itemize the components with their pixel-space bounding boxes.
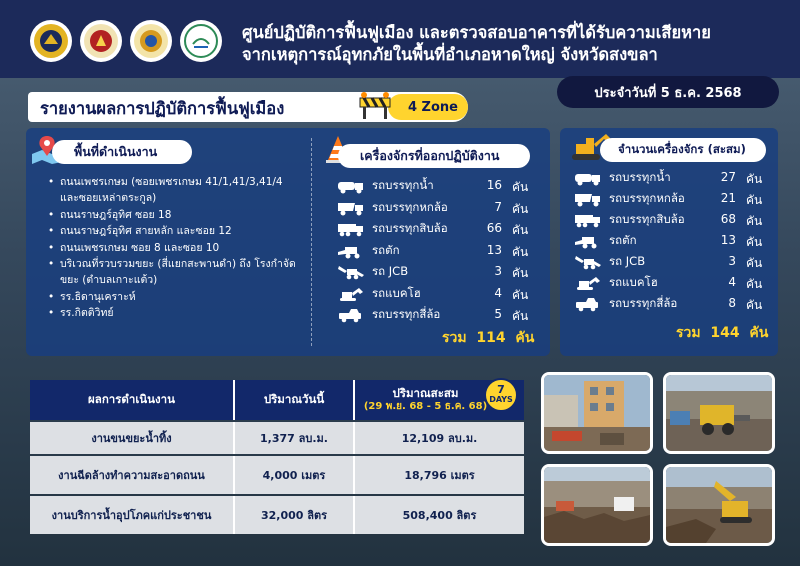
machine-name: รถบรรทุกหกล้อ — [609, 191, 685, 205]
machine-unit: คัน — [746, 235, 763, 249]
zone-badge: 4 Zone — [388, 94, 468, 120]
machine-row — [573, 294, 677, 314]
machine-unit: คัน — [512, 223, 529, 237]
machines-today-total — [442, 327, 534, 349]
days-label: DAYS — [489, 395, 513, 404]
machine-row — [573, 273, 658, 293]
machine-count: 4 — [494, 285, 502, 300]
total-value: 144 — [710, 325, 740, 341]
results-table — [30, 378, 524, 536]
list-item: • บริเวณที่รวบรวมขยะ (สี่แยกสะพานดำ) ถึง โรงกำจัดขยะ (ตำบลเกาะแต้ว) — [48, 256, 298, 289]
machine-row — [573, 252, 645, 272]
machine-row — [573, 231, 637, 251]
machine-name: รถ JCB — [609, 254, 646, 268]
column-header: ปริมาณวันนี้ — [235, 380, 355, 420]
pickup-truck-icon — [573, 295, 603, 313]
table-cell: 508,400 ลิตร — [355, 496, 524, 534]
machine-count: 3 — [494, 264, 502, 278]
list-item: • ถนนราษฎร์อุทิศ สายหลัก และซอย 12 — [48, 223, 298, 239]
table-cell: 32,000 ลิตร — [235, 496, 355, 534]
machine-name: รถบรรทุกน้ำ — [372, 178, 434, 192]
backhoe-icon — [573, 274, 603, 292]
total-unit: คัน — [749, 325, 769, 341]
cumulative-header-label: ปริมาณสะสม — [392, 386, 459, 400]
machine-row — [336, 198, 448, 218]
machine-count: 16 — [486, 178, 502, 192]
logo-1 — [30, 20, 72, 62]
cumulative-heading: จำนวนเครื่องจักร (สะสม) — [600, 138, 766, 162]
machine-unit: คัน — [746, 193, 763, 207]
report-date: ประจำวันที่ 5 ธ.ค. 2568 — [557, 76, 779, 108]
machine-name: รถบรรทุกหกล้อ — [372, 199, 448, 214]
machine-row — [573, 210, 685, 230]
header-title-line2: จากเหตุการณ์อุทกภัยในพื้นที่อำเภอหาดใหญ่ จังหวัดสงขลา — [242, 45, 658, 64]
road-barrier-icon — [358, 88, 392, 122]
total-label: รวม — [442, 330, 467, 346]
flood-photo-4 — [663, 464, 775, 546]
machine-row — [336, 262, 408, 282]
total-label: รวม — [676, 325, 701, 341]
machines-today-heading: เครื่องจักรที่ออกปฏิบัติงาน — [338, 144, 530, 168]
header-title — [242, 22, 792, 66]
machine-name: รถบรรทุกสี่ล้อ — [372, 307, 441, 321]
ten-wheel-truck-icon — [573, 211, 603, 229]
machine-unit: คัน — [746, 172, 763, 186]
loader-icon — [336, 242, 366, 260]
table-cell: 4,000 เมตร — [235, 456, 355, 494]
list-item: • ถนนเพชรเกษม ซอย 8 และซอย 10 — [48, 240, 298, 256]
machine-unit: คัน — [746, 256, 763, 270]
machine-name: รถบรรทุกสิบล้อ — [372, 221, 448, 235]
machine-count: 27 — [720, 170, 736, 184]
panel-divider — [311, 138, 312, 346]
machine-count: 3 — [728, 254, 736, 268]
logo-3 — [130, 20, 172, 62]
logo-2 — [80, 20, 122, 62]
machine-row — [573, 168, 671, 188]
flood-photo-2 — [663, 372, 775, 454]
table-cell: งานบริการน้ำอุปโภคแก่ประชาชน — [30, 496, 235, 534]
list-item: • รร.กิตติวิทย์ — [48, 305, 298, 321]
machine-name: รถแบคโฮ — [372, 285, 421, 300]
cumulative-header-range: (29 พ.ย. 68 - 5 ธ.ค. 68) — [363, 401, 488, 412]
machine-name: รถตัก — [372, 242, 400, 257]
machine-name: รถแบคโฮ — [609, 275, 658, 289]
flood-photo-3 — [541, 464, 653, 546]
table-header-row — [30, 380, 524, 420]
table-row — [30, 456, 524, 494]
machine-unit: คัน — [746, 277, 763, 291]
machine-name: รถบรรทุกสิบล้อ — [609, 212, 685, 226]
machine-name: รถ JCB — [372, 264, 409, 278]
machine-count: 13 — [486, 242, 502, 257]
machine-unit: คัน — [512, 287, 529, 302]
list-item: • ถนนเพชรเกษม (ซอยเพชรเกษม 41/1,41/3,41/4 และซอยเหล่าตระกูล) — [48, 174, 298, 207]
days-number: 7 — [497, 383, 505, 396]
flood-photo-1 — [541, 372, 653, 454]
machine-row — [336, 284, 421, 304]
report-title: รายงานผลการปฏิบัติการฟื้นฟูเมือง — [40, 99, 285, 118]
machine-name: รถบรรทุกสี่ล้อ — [609, 296, 678, 310]
machine-name: รถตัก — [609, 233, 637, 247]
list-item: • รร.ธิดานุเคราะห์ — [48, 289, 298, 305]
total-unit: คัน — [515, 330, 535, 346]
logo-4 — [180, 20, 222, 62]
dump-truck-icon — [573, 190, 603, 208]
water-truck-icon — [573, 169, 603, 187]
machine-unit: คัน — [746, 298, 763, 312]
machine-row — [336, 241, 400, 261]
machine-unit: คัน — [746, 214, 763, 228]
loader-icon — [573, 232, 603, 250]
total-value: 114 — [476, 330, 506, 346]
machine-count: 5 — [494, 307, 502, 321]
machine-count: 7 — [494, 199, 502, 214]
table-cell: 1,377 ลบ.ม. — [235, 422, 355, 454]
machine-row — [336, 305, 440, 325]
machine-unit: คัน — [512, 309, 529, 323]
pickup-truck-icon — [336, 306, 366, 324]
machine-count: 8 — [728, 296, 736, 310]
list-item: • ถนนราษฎร์อุทิศ ซอย 18 — [48, 207, 298, 223]
column-header: ผลการดำเนินงาน — [30, 380, 235, 420]
machine-name: รถบรรทุกน้ำ — [609, 170, 671, 184]
table-cell: 12,109 ลบ.ม. — [355, 422, 524, 454]
header-title-line1: ศูนย์ปฏิบัติการฟื้นฟูเมือง และตรวจสอบอาคารที่ได้รับความเสียหาย — [242, 23, 711, 42]
ten-wheel-truck-icon — [336, 220, 366, 238]
table-cell: งานขนขยะน้ำทิ้ง — [30, 422, 235, 454]
table-row — [30, 422, 524, 454]
areas-heading: พื้นที่ดำเนินงาน — [52, 140, 192, 164]
areas-list — [48, 174, 298, 322]
water-truck-icon — [336, 177, 366, 195]
machine-row — [573, 189, 685, 209]
machine-row — [336, 176, 434, 196]
machine-unit: คัน — [512, 180, 529, 194]
machine-count: 66 — [486, 221, 502, 235]
machine-count: 21 — [720, 191, 736, 205]
backhoe-icon — [336, 285, 366, 303]
machine-row — [336, 219, 448, 239]
machine-count: 13 — [720, 233, 736, 247]
table-cell: 18,796 เมตร — [355, 456, 524, 494]
machine-unit: คัน — [512, 266, 529, 280]
machines-cumulative-total — [676, 322, 768, 344]
machine-count: 4 — [728, 275, 736, 289]
machine-count: 68 — [720, 212, 736, 226]
seven-days-badge — [484, 378, 518, 412]
table-cell: งานฉีดล้างทำความสะอาดถนน — [30, 456, 235, 494]
jcb-icon — [573, 253, 603, 271]
machine-unit: คัน — [512, 201, 529, 216]
dump-truck-icon — [336, 199, 366, 217]
table-row — [30, 496, 524, 534]
jcb-icon — [336, 263, 366, 281]
machine-unit: คัน — [512, 244, 529, 259]
